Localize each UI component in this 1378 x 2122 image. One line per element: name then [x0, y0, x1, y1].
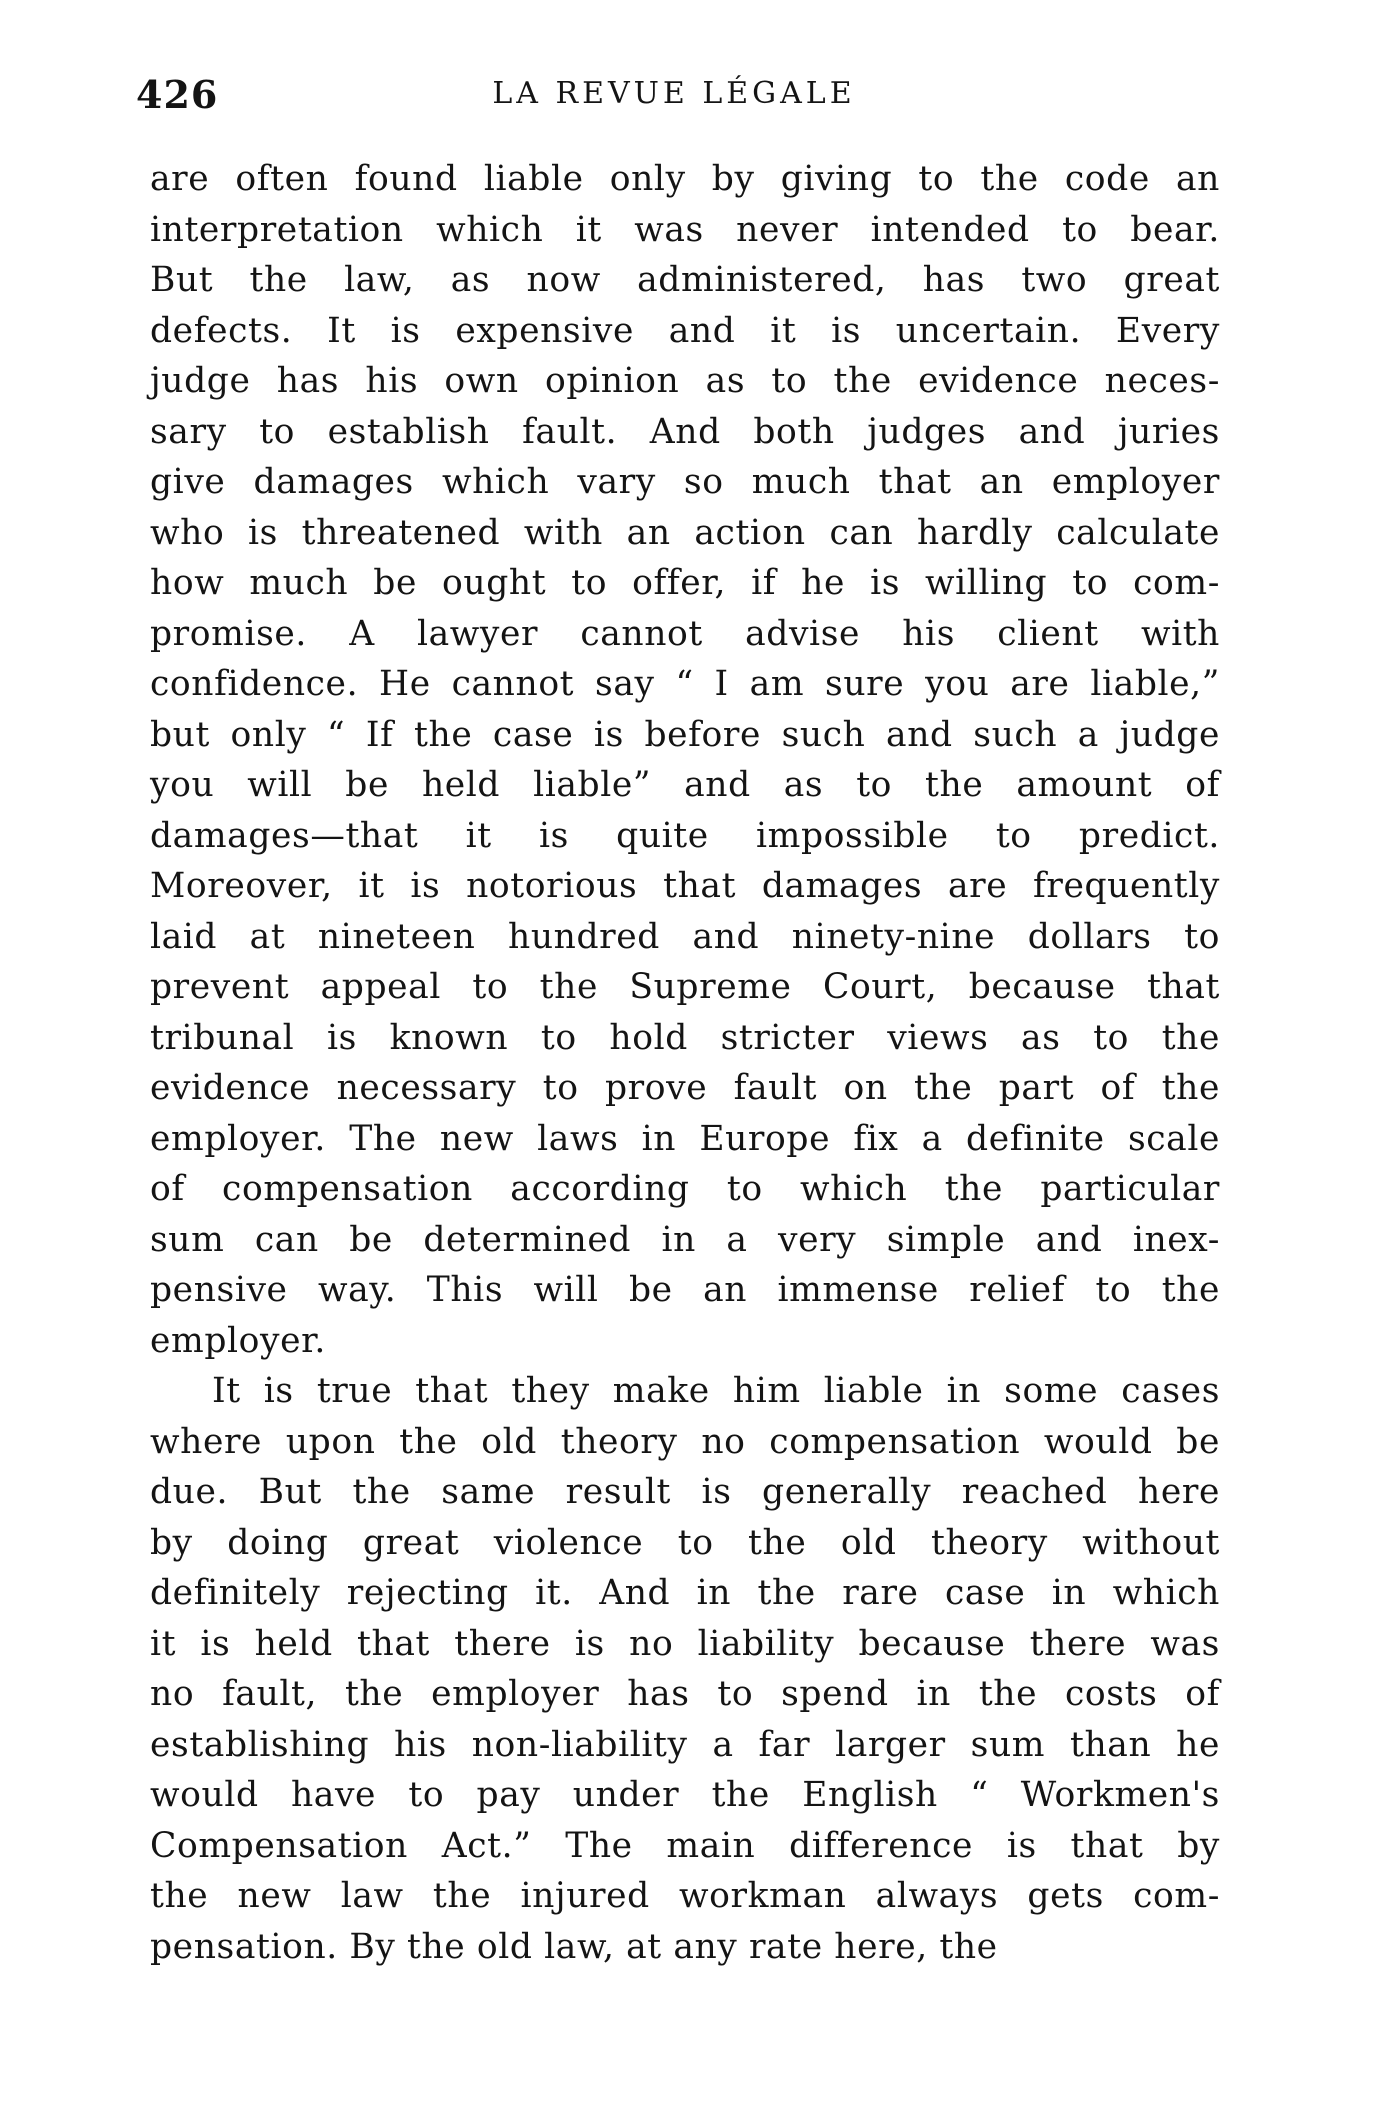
text-line: would have to pay under the English “ Workmen's	[150, 1775, 1220, 1815]
text-line: the new law the injured workman always gets com-	[150, 1876, 1220, 1916]
text-line: pensive way. This will be an immense relief to the	[150, 1270, 1220, 1310]
text-line: it is held that there is no liability because there was	[150, 1623, 1220, 1664]
text-line: but only “ If the case is before such and such a judge	[150, 714, 1220, 755]
text-line: sum can be determined in a very simple and inex-	[150, 1219, 1220, 1260]
text-line: of compensation according to which the particular	[150, 1169, 1220, 1209]
text-line: employer. The new laws in Europe fix a definite scale	[150, 1118, 1220, 1159]
running-head	[136, 72, 1212, 122]
text-line: are often found liable only by giving to the code an	[150, 159, 1220, 199]
text-line: pensation. By the old law, at any rate here, the	[150, 1926, 998, 1967]
text-line: where upon the old theory no compensation would be	[150, 1421, 1220, 1462]
body-text	[150, 154, 1220, 1972]
text-line: interpretation which it was never intended to bear.	[150, 209, 1220, 250]
text-line: promise. A lawyer cannot advise his client with	[150, 613, 1220, 654]
text-line: who is threatened with an action can hardly calculate	[150, 512, 1220, 553]
text-line: tribunal is known to hold stricter views as to the	[150, 1017, 1220, 1058]
text-line: how much be ought to offer, if he is willing to com-	[150, 563, 1220, 603]
text-line: by doing great violence to the old theory without	[150, 1522, 1220, 1563]
text-line: employer.	[150, 1320, 326, 1361]
text-line: due. But the same result is generally reached here	[150, 1472, 1220, 1512]
text-line: you will be held liable” and as to the amount of	[150, 765, 1220, 805]
text-line: evidence necessary to prove fault on the part of the	[150, 1068, 1220, 1108]
text-line: Compensation Act.” The main difference is that by	[150, 1825, 1220, 1866]
text-line: defects. It is expensive and it is uncertain. Every	[150, 310, 1220, 351]
journal-title: LA REVUE LÉGALE	[492, 76, 856, 111]
text-line: confidence. He cannot say “ I am sure you are liable,”	[150, 664, 1220, 704]
text-line: no fault, the employer has to spend in the costs of	[150, 1674, 1220, 1714]
text-line: laid at nineteen hundred and ninety-nine dollars to	[150, 916, 1220, 957]
text-line: establishing his non-liability a far larger sum than he	[150, 1724, 1220, 1765]
text-line: It is true that they make him liable in some cases	[212, 1371, 1220, 1411]
text-line: damages—that it is quite impossible to predict.	[150, 815, 1220, 856]
text-line: sary to establish fault. And both judges and juries	[150, 411, 1220, 452]
text-line: judge has his own opinion as to the evidence neces-	[150, 361, 1220, 401]
page-number: 426	[136, 72, 219, 117]
text-line: definitely rejecting it. And in the rare case in which	[150, 1573, 1220, 1613]
paragraph	[150, 1366, 1220, 1972]
text-line: give damages which vary so much that an employer	[150, 462, 1220, 502]
text-line: But the law, as now administered, has two great	[150, 260, 1220, 300]
text-line: Moreover, it is notorious that damages are frequently	[150, 866, 1220, 906]
text-line: prevent appeal to the Supreme Court, because that	[150, 967, 1220, 1007]
paragraph	[150, 154, 1220, 1366]
